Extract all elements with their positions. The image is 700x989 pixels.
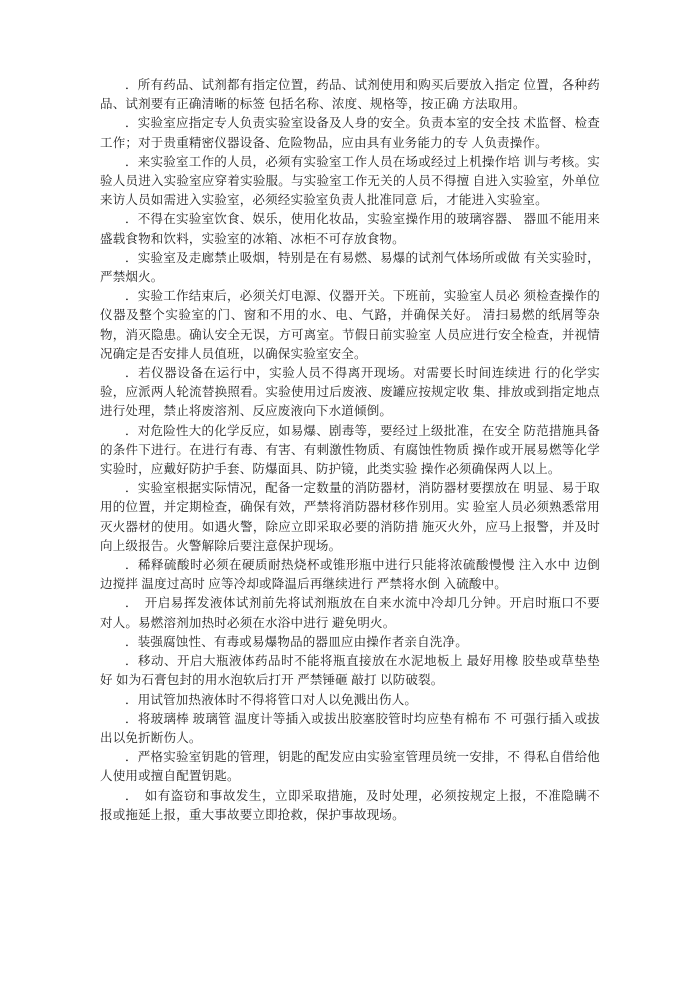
paragraph-7: ．若仪器设备在运行中，实验人员不得离开现场。对需要长时间连续进 行的化学实验，应派两人轮流替换照看。实验使用过后废液、废罐应按规定收 集、排放或到指定地点进行处理，禁止将废溶剂、反应废液向下水道倾倒。 <box>100 366 600 419</box>
paragraph-17: ． 如有盗窃和事故发生，立即采取措施，及时处理，必须按规定上报，不准隐瞒不报或拖延上报，重大事故要立即抢救，保护事故现场。 <box>100 788 600 822</box>
paragraph-13: ．移动、开启大瓶液体药品时不能将瓶直接放在水泥地板上 最好用橡 胶垫或草垫垫好 如为石膏包封的用水泡软后打开 严禁锤砸 敲打 以防破裂。 <box>100 654 600 688</box>
paragraph-1: ．所有药品、试剂都有指定位置，药品、试剂使用和购买后要放入指定 位置，各种药品、试剂要有正确清晰的标签 包括名称、浓度、规格等，按正确 方法取用。 <box>100 78 600 112</box>
paragraph-5: ．实验室及走廊禁止吸烟，特别是在有易燃、易爆的试剂气体场所或做 有关实验时，严禁烟火。 <box>100 250 600 285</box>
paragraph-16: ．严格实验室钥匙的管理，钥匙的配发应由实验室管理员统一安排，不 得私自借给他人使用或擅自配置钥匙。 <box>100 750 600 784</box>
paragraph-6: ．实验工作结束后，必须关灯电源、仪器开关。下班前，实验室人员必 须检查操作的仪器及整个实验室的门、窗和不用的水、电、气路，并确保关好。 清扫易燃的纸屑等杂物，消灭隐患。确认安全无误，方可离室。节假日前实验室 人员应进行安全检查，并视情况确定是否安排人员值班，以确保实验室安全。 <box>100 289 600 361</box>
paragraph-3: ．来实验室工作的人员，必须有实验室工作人员在场或经过上机操作培 训与考核。实验人员进入实验室应穿着实验服。与实验室工作无关的人员不得擅 自进入实验室，外单位来访人员如需进入实验室，必须经实验室负责人批准同意 后，才能进入实验室。 <box>100 154 600 208</box>
paragraph-9: ．实验室根据实际情况，配备一定数量的消防器材，消防器材要摆放在 明显、易于取用的位置，并定期检查，确保有效，严禁将消防器材移作别用。实 验室人员必须熟悉常用灭火器材的使用。如遇火警，除应立即采取必要的消防措 施灭火外，应马上报警，并及时向上级报告。火警解除后要注意保护现场。 <box>100 481 600 553</box>
paragraph-8: ．对危险性大的化学反应，如易爆、剧毒等，要经过上级批准，在安全 防范措施具备的条件下进行。在进行有毒、有害、有刺激性物质、有腐蚀性物质 操作或开展易燃等化学实验时，应戴好防护手套、防爆面具、防护镜，此类实验 操作必须确保两人以上。 <box>100 423 600 477</box>
paragraph-4: ．不得在实验室饮食、娱乐，使用化妆品，实验室操作用的玻璃容器、 器皿不能用来盛载食物和饮料，实验室的冰箱、冰柜不可存放食物。 <box>100 212 600 246</box>
paragraph-12: ．装强腐蚀性、有毒或易爆物品的器皿应由操作者亲自洗净。 <box>125 634 468 649</box>
paragraph-2: ．实验室应指定专人负责实验室设备及人身的安全。负责本室的安全技 术监督、检查工作；对于贵重精密仪器设备、危险物品，应由具有业务能力的专 人负责操作。 <box>100 116 600 150</box>
paragraph-14: ．用试管加热液体时不得将管口对人以免溅出伤人。 <box>125 692 418 707</box>
paragraph-10: ．稀释硫酸时必须在硬质耐热烧杯或锥形瓶中进行只能将浓硫酸慢慢 注入水中 边倒边搅拌 温度过高时 应等冷却或降温后再继续进行 严禁将水倒 入硫酸中。 <box>100 558 600 592</box>
paragraph-15: ．将玻璃棒 玻璃管 温度计等插入或拔出胶塞胶管时均应垫有棉布 不 可强行插入或拔出以免折断伤人。 <box>100 711 600 745</box>
paragraph-11: ． 开启易挥发液体试剂前先将试剂瓶放在自来水流中冷却几分钟。开启时瓶口不要对人。易燃溶剂加热时必须在水浴中进行 避免明火。 <box>100 596 600 630</box>
